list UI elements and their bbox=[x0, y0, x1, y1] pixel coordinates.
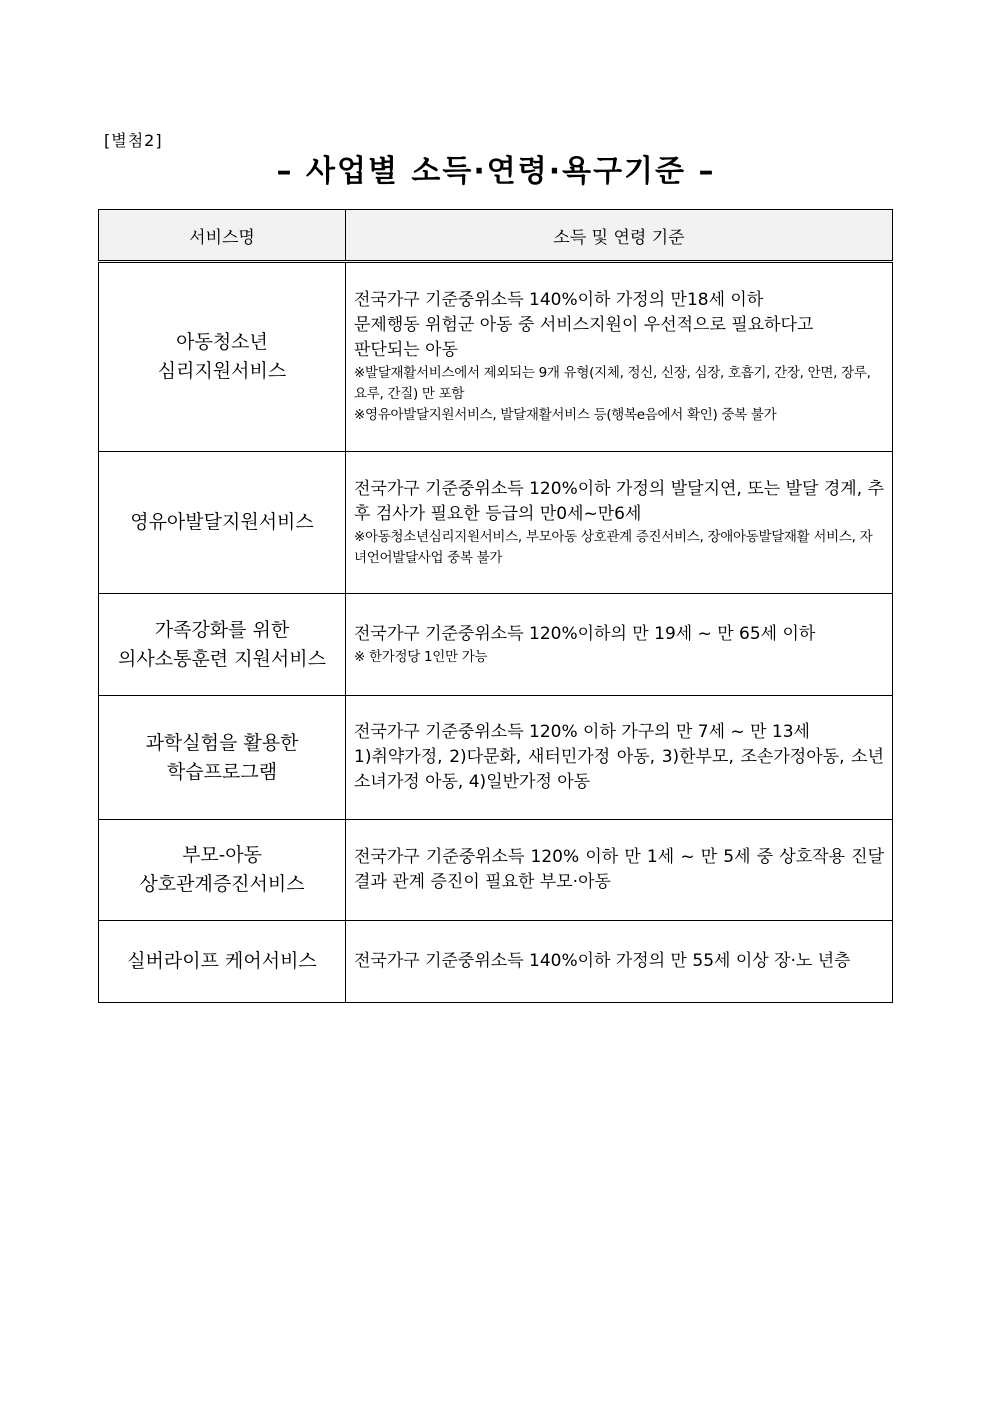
criteria-line: 문제행동 위험군 아동 중 서비스지원이 우선적으로 필요하다고 bbox=[354, 315, 814, 335]
table-row bbox=[99, 594, 893, 696]
service-name-line: 과학실험을 활용한 bbox=[145, 731, 299, 754]
page-title: – 사업별 소득·연령·욕구기준 – bbox=[276, 154, 716, 189]
service-name-line: 아동청소년 bbox=[176, 331, 268, 353]
service-name-line: 실버라이프 케어서비스 bbox=[127, 950, 317, 972]
service-name-cell bbox=[99, 820, 346, 921]
criteria-line: 전국가구 기준중위소득 140%이하 가정의 만 55세 이상 장·노 년층 bbox=[354, 951, 851, 971]
criteria-line: 1)취약가정, 2)다문화, 새터민가정 아동, 3)한부모, 조손가정아동, 소년소녀가정 아동, 4)일반가정 아동 bbox=[354, 747, 884, 792]
service-name-cell bbox=[99, 696, 346, 820]
table-header-row bbox=[99, 210, 893, 262]
criteria-note: ※영유아발달지원서비스, 발달재활서비스 등(행복e음에서 확인) 중복 불가 bbox=[354, 407, 777, 423]
attachment-label: [별첨2] bbox=[104, 131, 163, 150]
criteria-cell bbox=[346, 452, 893, 594]
service-name-line: 가족강화를 위한 bbox=[154, 618, 290, 641]
service-name-line: 영유아발달지원서비스 bbox=[130, 511, 314, 533]
criteria-table bbox=[98, 209, 893, 1003]
criteria-cell bbox=[346, 820, 893, 921]
table-row bbox=[99, 696, 893, 820]
criteria-cell bbox=[346, 262, 893, 452]
service-name-line: 부모-아동 bbox=[182, 844, 262, 866]
criteria-line: 전국가구 기준중위소득 120%이하 가정의 발달지연, 또는 발달 경계, 추후 검사가 필요한 등급의 만0세~만6세 bbox=[354, 478, 884, 524]
criteria-cell bbox=[346, 921, 893, 1003]
service-name-cell bbox=[99, 262, 346, 452]
service-name-line: 상호관계증진서비스 bbox=[139, 873, 305, 895]
service-name-line: 학습프로그램 bbox=[166, 760, 278, 783]
criteria-line: 판단되는 아동 bbox=[354, 340, 458, 360]
table-row bbox=[99, 820, 893, 921]
criteria-note: ※아동청소년심리지원서비스, 부모아동 상호관계 증진서비스, 장애아동발달재활 서비스, 자녀언어발달사업 중복 불가 bbox=[354, 528, 873, 566]
table-row bbox=[99, 262, 893, 452]
criteria-line: 전국가구 기준중위소득 120% 이하 가구의 만 7세 ~ 만 13세 bbox=[354, 722, 810, 742]
criteria-note: ※발달재활서비스에서 제외되는 9개 유형(지체, 정신, 신장, 심장, 호흡기, 간장, 안면, 장루, 요루, 간질) 만 포함 bbox=[354, 365, 871, 402]
service-name-line: 의사소통훈련 지원서비스 bbox=[118, 647, 326, 670]
header-criteria: 소득 및 연령 기준 bbox=[346, 210, 893, 262]
service-name-cell bbox=[99, 594, 346, 696]
service-name-line: 심리지원서비스 bbox=[157, 360, 287, 382]
criteria-cell bbox=[346, 594, 893, 696]
criteria-line: 전국가구 기준중위소득 140%이하 가정의 만18세 이하 bbox=[354, 290, 764, 310]
service-name-cell bbox=[99, 452, 346, 594]
table-row bbox=[99, 921, 893, 1003]
criteria-note: ※ 한가정당 1인만 가능 bbox=[354, 648, 488, 665]
criteria-line: 전국가구 기준중위소득 120%이하의 만 19세 ~ 만 65세 이하 bbox=[354, 623, 816, 644]
table-row bbox=[99, 452, 893, 594]
header-service-name: 서비스명 bbox=[99, 210, 346, 262]
service-name-cell bbox=[99, 921, 346, 1003]
criteria-cell bbox=[346, 696, 893, 820]
criteria-line: 전국가구 기준중위소득 120% 이하 만 1세 ~ 만 5세 중 상호작용 진달 결과 관계 증진이 필요한 부모·아동 bbox=[354, 847, 884, 892]
